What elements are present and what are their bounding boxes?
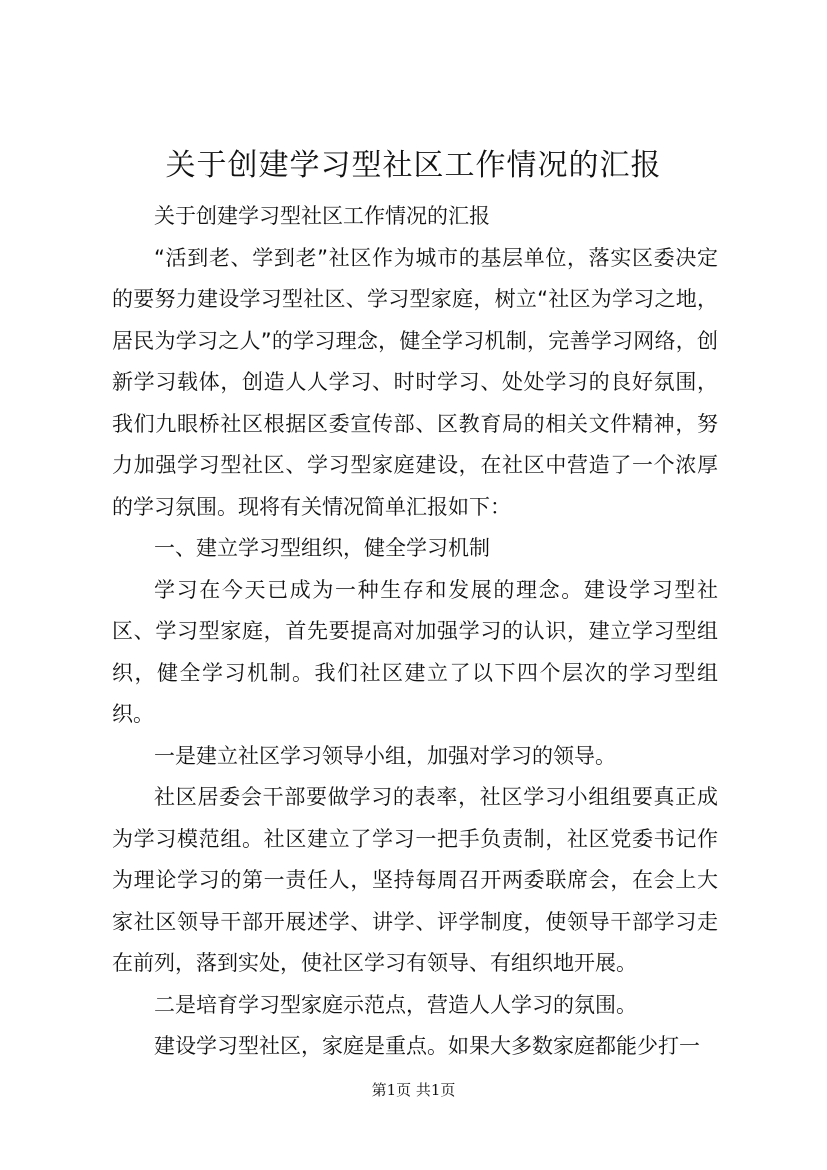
paragraph-heading-repeat: 关于创建学习型社区工作情况的汇报 [154,204,490,228]
paragraph-subsection-1: 社区居委会干部要做学习的表率，社区学习小组组要真正成为学习模范组。社区建立了学习一把手负责制，社区党委书记作为理论学习的第一责任人，坚持每周召开两委联席会，在会上大家社区领导干部开展述学、讲学、评学制度，使领导干部学习走在前列，落到实处，使社区学习有领导、有组织地开展。 [112,785,718,975]
subheading-2: 二是培育学习型家庭示范点，营造人人学习的氛围。 [154,992,637,1017]
page-number: 第1页 共1页 [371,1081,456,1099]
document-title: 关于创建学习型社区工作情况的汇报 [165,148,662,183]
section-heading-1: 一、建立学习型组织，健全学习机制 [154,536,490,560]
paragraph-section-1: 学习在今天已成为一种生存和发展的理念。建设学习型社区、学习型家庭，首先要提高对加强学习的认识，建立学习型组织，健全学习机制。我们社区建立了以下四个层次的学习型组织。 [112,577,718,726]
paragraph-intro: “活到老、学到老”社区作为城市的基层单位，落实区委决定的要努力建设学习型社区、学习型家庭，树立“社区为学习之地，居民为学习之人”的学习理念，健全学习机制，完善学习网络，创新学习载体，创造人人学习、时时学习、处处学习的良好氛围，我们九眼桥社区根据区委宣传部、区教育局的相关文件精神，努力加强学习型社区、学习型家庭建设，在社区中营造了一个浓厚的学习氛围。现将有关情况简单汇报如下： [112,245,718,519]
subheading-1: 一是建立社区学习领导小组，加强对学习的领导。 [154,743,616,768]
document-body [112,196,718,1068]
paragraph-subsection-2: 建设学习型社区，家庭是重点。如果大多数家庭都能少打一 [154,1034,700,1058]
